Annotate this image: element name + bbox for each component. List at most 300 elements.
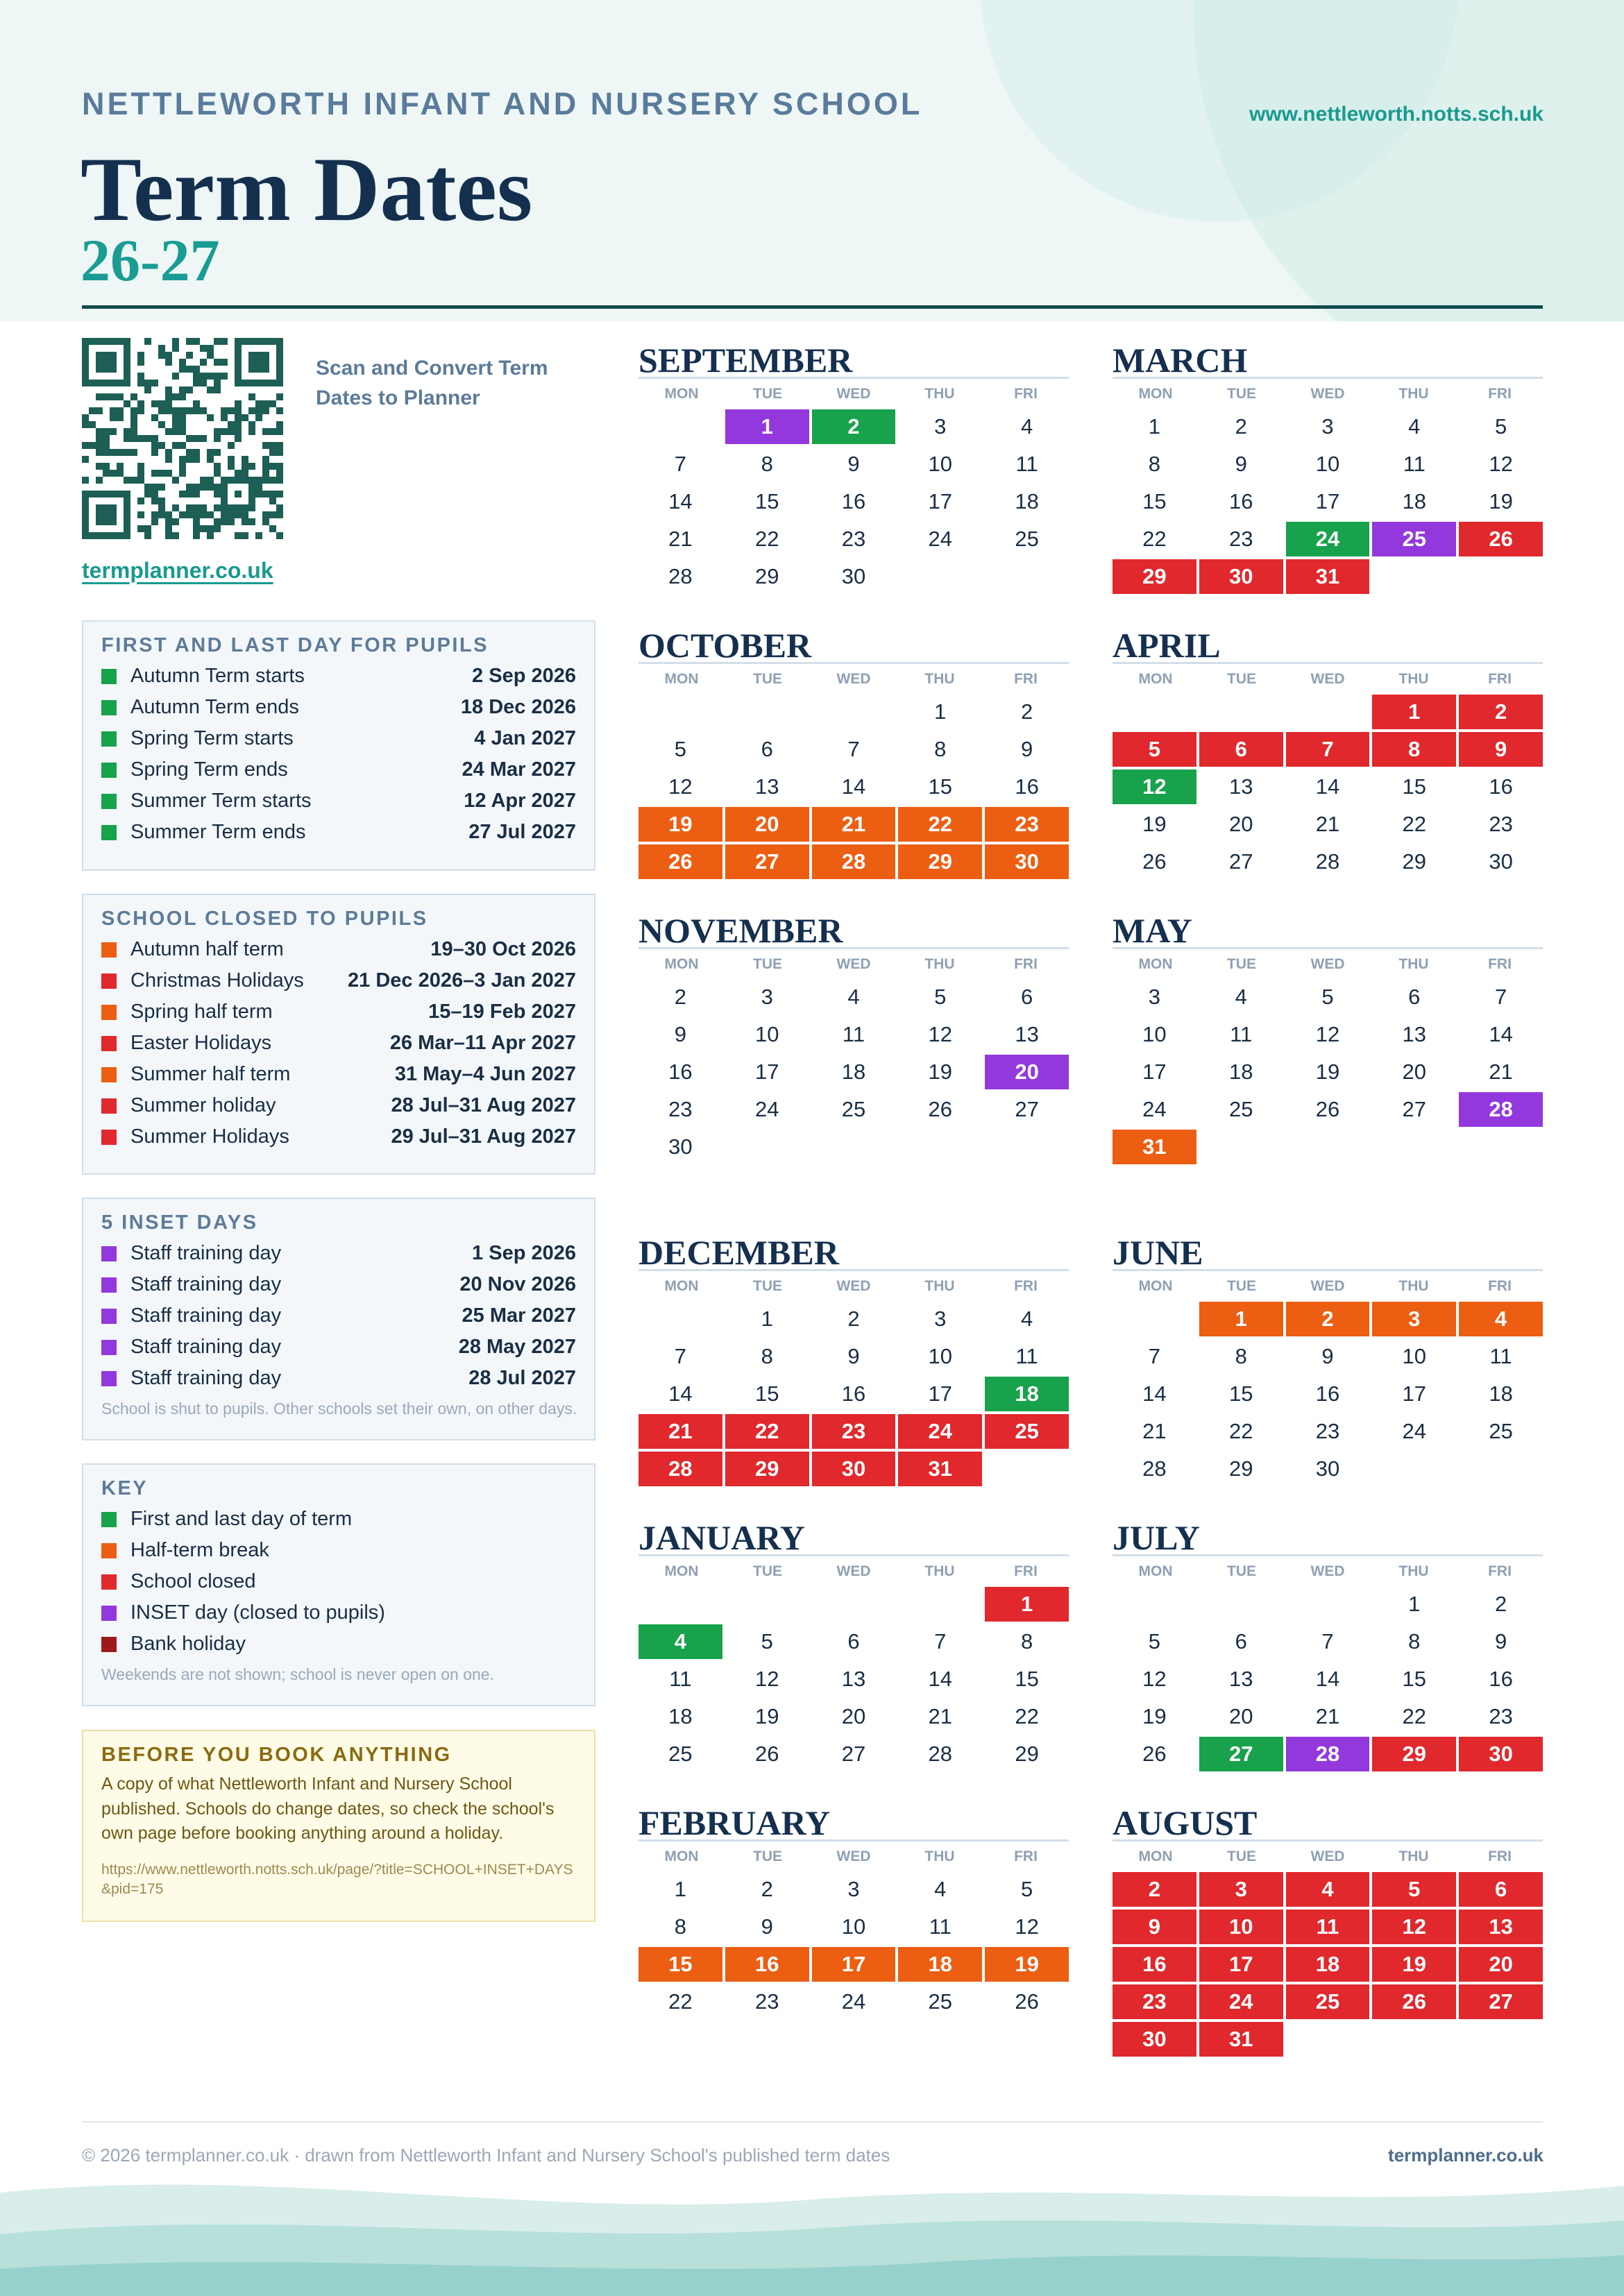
day-cell[interactable]: 15: [754, 489, 779, 513]
day-cell[interactable]: 7: [1286, 732, 1370, 767]
day-cell[interactable]: 29: [1113, 559, 1196, 594]
day-cell[interactable]: 10: [1315, 452, 1340, 476]
day-cell[interactable]: 17: [1142, 1060, 1167, 1084]
day-cell[interactable]: 25: [1372, 522, 1456, 556]
day-cell[interactable]: 19: [985, 1947, 1069, 1982]
day-cell[interactable]: 19: [1142, 1704, 1167, 1728]
row-date: 28 May 2027: [458, 1336, 576, 1358]
day-cell[interactable]: 21: [812, 807, 896, 842]
day-cell[interactable]: 10: [928, 1344, 953, 1368]
day-cell[interactable]: 12: [1315, 1022, 1340, 1046]
day-cell[interactable]: 7: [674, 1344, 687, 1368]
weekday-label: TUE: [753, 1848, 782, 1864]
day-cell[interactable]: 6: [761, 737, 773, 761]
day-cell[interactable]: 13: [1459, 1910, 1543, 1944]
day-cell[interactable]: 24: [898, 1414, 982, 1449]
day-cell[interactable]: 30: [1459, 1737, 1543, 1771]
academic-year: 26-27: [81, 227, 220, 294]
day-cell[interactable]: 24: [1142, 1097, 1167, 1121]
day-cell[interactable]: 9: [761, 1914, 773, 1939]
weekday-label: WED: [836, 1563, 871, 1579]
day-cell[interactable]: 29: [725, 1452, 809, 1486]
day-cell[interactable]: 7: [1148, 1344, 1161, 1368]
day-cell[interactable]: 8: [934, 737, 947, 761]
day-cell[interactable]: 31: [1199, 2022, 1283, 2057]
day-cell[interactable]: 26: [1372, 1984, 1456, 2019]
day-cell[interactable]: 21: [668, 527, 693, 551]
day-cell[interactable]: 9: [1020, 737, 1033, 761]
color-swatch: [101, 1246, 117, 1261]
day-cell[interactable]: 14: [1315, 774, 1340, 799]
day-cell[interactable]: 23: [668, 1097, 693, 1121]
day-cell[interactable]: 16: [1315, 1381, 1340, 1406]
day-cell[interactable]: 9: [1494, 1629, 1507, 1653]
day-cell[interactable]: 19: [638, 807, 722, 842]
day-cell[interactable]: 8: [1372, 732, 1456, 767]
day-cell[interactable]: 9: [847, 1344, 860, 1368]
day-cell[interactable]: 17: [928, 489, 953, 513]
day-cell[interactable]: 20: [1402, 1060, 1427, 1084]
day-cell[interactable]: 18: [1402, 489, 1427, 513]
day-cell[interactable]: 18: [668, 1704, 693, 1728]
day-cell[interactable]: 8: [1148, 452, 1161, 476]
day-cell[interactable]: 25: [1228, 1097, 1253, 1121]
day-cell[interactable]: 16: [841, 1381, 866, 1406]
day-cell[interactable]: 26: [1315, 1097, 1340, 1121]
day-cell[interactable]: 1: [985, 1587, 1069, 1622]
day-cell[interactable]: 10: [1142, 1022, 1167, 1046]
day-cell[interactable]: 18: [1228, 1060, 1253, 1084]
day-cell[interactable]: 31: [1286, 559, 1370, 594]
day-cell[interactable]: 12: [928, 1022, 953, 1046]
day-cell[interactable]: 7: [847, 737, 860, 761]
day-cell[interactable]: 2: [847, 1307, 860, 1331]
day-cell[interactable]: 18: [898, 1947, 982, 1982]
day-cell[interactable]: 8: [1408, 1629, 1421, 1653]
day-cell[interactable]: 20: [1459, 1947, 1543, 1982]
day-cell[interactable]: 17: [812, 1947, 896, 1982]
day-cell[interactable]: 11: [669, 1667, 692, 1691]
weekday-label: THU: [924, 671, 955, 687]
day-cell[interactable]: 3: [761, 985, 773, 1009]
day-cell[interactable]: 8: [761, 1344, 773, 1368]
day-cell[interactable]: 16: [1113, 1947, 1196, 1982]
day-cell[interactable]: 9: [674, 1022, 687, 1046]
day-cell[interactable]: 19: [1372, 1947, 1456, 1982]
day-cell[interactable]: 5: [674, 737, 687, 761]
day-cell[interactable]: 13: [1228, 1667, 1253, 1691]
day-cell[interactable]: 1: [674, 1877, 687, 1901]
day-cell[interactable]: 20: [841, 1704, 866, 1728]
day-cell[interactable]: 14: [928, 1667, 953, 1691]
color-swatch: [101, 1036, 117, 1051]
day-cell[interactable]: 21: [638, 1414, 722, 1449]
day-cell[interactable]: 5: [1113, 732, 1196, 767]
day-cell[interactable]: 8: [761, 452, 773, 476]
day-cell[interactable]: 30: [1199, 559, 1283, 594]
day-cell[interactable]: 17: [1315, 489, 1340, 513]
day-cell[interactable]: 1: [1372, 695, 1456, 729]
day-cell[interactable]: 12: [1142, 1667, 1167, 1691]
footer-link[interactable]: termplanner.co.uk: [1388, 2145, 1543, 2166]
month-august: [1113, 1804, 1543, 2057]
day-cell[interactable]: 8: [674, 1914, 687, 1939]
day-cell[interactable]: 26: [1142, 849, 1167, 874]
day-cell[interactable]: 19: [754, 1704, 779, 1728]
day-cell[interactable]: 12: [754, 1667, 779, 1691]
day-cell[interactable]: 1: [1148, 414, 1161, 439]
day-cell[interactable]: 10: [1199, 1910, 1283, 1944]
day-cell[interactable]: 12: [1113, 769, 1196, 804]
day-cell[interactable]: 19: [928, 1060, 953, 1084]
row-label: Staff training day: [130, 1304, 282, 1327]
day-cell[interactable]: 18: [1015, 489, 1039, 513]
day-cell[interactable]: 15: [928, 774, 953, 799]
day-cell[interactable]: 21: [1489, 1060, 1513, 1084]
day-cell[interactable]: 27: [1199, 1737, 1283, 1771]
day-cell[interactable]: 18: [985, 1377, 1069, 1411]
weekday-label: MON: [664, 1278, 699, 1294]
day-cell[interactable]: 13: [1015, 1022, 1039, 1046]
day-cell[interactable]: 28: [928, 1742, 953, 1766]
day-cell[interactable]: 9: [1235, 452, 1247, 476]
day-cell[interactable]: 22: [1228, 1419, 1253, 1443]
day-cell[interactable]: 16: [725, 1947, 809, 1982]
day-cell[interactable]: 15: [1228, 1381, 1253, 1406]
day-cell[interactable]: 29: [1015, 1742, 1039, 1766]
day-cell[interactable]: 14: [1489, 1022, 1513, 1046]
day-cell[interactable]: 22: [725, 1414, 809, 1449]
day-cell[interactable]: 11: [1015, 1344, 1038, 1368]
day-cell[interactable]: 23: [985, 807, 1069, 842]
day-cell[interactable]: 21: [1315, 1704, 1340, 1728]
day-cell[interactable]: 23: [754, 1989, 779, 2014]
weekday-label: THU: [1398, 1848, 1429, 1864]
day-cell[interactable]: 2: [1020, 699, 1033, 724]
day-cell[interactable]: 27: [1459, 1984, 1543, 2019]
day-cell[interactable]: 26: [638, 844, 722, 879]
day-cell[interactable]: 4: [1235, 985, 1247, 1009]
day-cell[interactable]: 19: [1489, 489, 1513, 513]
day-cell[interactable]: 29: [1228, 1456, 1253, 1481]
day-cell[interactable]: 22: [668, 1989, 693, 2014]
day-cell[interactable]: 21: [1142, 1419, 1167, 1443]
day-cell[interactable]: 26: [754, 1742, 779, 1766]
day-cell[interactable]: 10: [928, 452, 953, 476]
day-cell[interactable]: 11: [1403, 452, 1426, 476]
day-cell[interactable]: 4: [1020, 1307, 1033, 1331]
day-cell[interactable]: 2: [1494, 1592, 1507, 1616]
day-cell[interactable]: 15: [1142, 489, 1167, 513]
day-cell[interactable]: 11: [1286, 1910, 1370, 1944]
day-cell[interactable]: 16: [1489, 774, 1513, 799]
day-cell[interactable]: 24: [1286, 522, 1370, 556]
day-cell[interactable]: 14: [1315, 1667, 1340, 1691]
day-cell[interactable]: 24: [1199, 1984, 1283, 2019]
day-cell[interactable]: 5: [1020, 1877, 1033, 1901]
notice-url[interactable]: https://www.nettleworth.notts.sch.uk/page/?title=SCHOOL+INSET+DAYS&pid=175: [101, 1861, 573, 1897]
day-cell[interactable]: 19: [1315, 1060, 1340, 1084]
day-cell[interactable]: 4: [638, 1624, 722, 1659]
day-cell[interactable]: 9: [1321, 1344, 1334, 1368]
day-cell[interactable]: 29: [1402, 849, 1427, 874]
day-cell[interactable]: 28: [638, 1452, 722, 1486]
day-cell[interactable]: 21: [928, 1704, 953, 1728]
school-website-link[interactable]: www.nettleworth.notts.sch.uk: [1249, 103, 1543, 126]
day-cell[interactable]: 5: [934, 985, 947, 1009]
day-cell[interactable]: 16: [1015, 774, 1039, 799]
day-cell[interactable]: 15: [754, 1381, 779, 1406]
day-cell[interactable]: 6: [1020, 985, 1033, 1009]
day-cell[interactable]: 20: [725, 807, 809, 842]
day-cell[interactable]: 3: [934, 414, 947, 439]
legend-row-spring-term-ends: [101, 754, 576, 785]
day-cell[interactable]: 17: [928, 1381, 953, 1406]
day-cell[interactable]: 16: [841, 489, 866, 513]
day-cell[interactable]: 2: [1459, 695, 1543, 729]
day-cell[interactable]: 26: [1459, 522, 1543, 556]
day-cell[interactable]: 25: [841, 1097, 866, 1121]
day-cell[interactable]: 11: [929, 1914, 951, 1939]
day-grid: [638, 1587, 1069, 1771]
weekday-header: [638, 1563, 1069, 1584]
day-cell[interactable]: 28: [812, 844, 896, 879]
day-cell[interactable]: 10: [841, 1914, 866, 1939]
day-cell[interactable]: 11: [842, 1022, 865, 1046]
day-cell[interactable]: 29: [1372, 1737, 1456, 1771]
day-cell[interactable]: 4: [1286, 1872, 1370, 1907]
day-cell[interactable]: 7: [674, 452, 687, 476]
day-cell[interactable]: 30: [668, 1134, 693, 1159]
day-cell[interactable]: 12: [1489, 452, 1513, 476]
day-cell[interactable]: 18: [1286, 1947, 1370, 1982]
day-cell[interactable]: 8: [1235, 1344, 1247, 1368]
day-cell[interactable]: 20: [1228, 812, 1253, 836]
day-cell[interactable]: 5: [1494, 414, 1507, 439]
day-cell[interactable]: 25: [668, 1742, 693, 1766]
month-february: [638, 1804, 1069, 2019]
day-cell[interactable]: 29: [754, 564, 779, 588]
day-cell[interactable]: 18: [841, 1060, 866, 1084]
day-cell[interactable]: 25: [1015, 527, 1039, 551]
day-cell[interactable]: 1: [725, 409, 809, 444]
day-cell[interactable]: 22: [1015, 1704, 1039, 1728]
day-cell[interactable]: 28: [668, 564, 693, 588]
day-cell[interactable]: 23: [841, 527, 866, 551]
weekday-label: THU: [924, 1848, 955, 1864]
day-cell[interactable]: 28: [1459, 1092, 1543, 1127]
day-cell[interactable]: 4: [1408, 414, 1421, 439]
day-cell[interactable]: 30: [1113, 2022, 1196, 2057]
day-cell[interactable]: 29: [898, 844, 982, 879]
day-cell[interactable]: 6: [1199, 732, 1283, 767]
day-cell[interactable]: 5: [1321, 985, 1334, 1009]
day-cell[interactable]: 12: [668, 774, 693, 799]
day-cell[interactable]: 4: [1459, 1302, 1543, 1336]
termplanner-link[interactable]: termplanner.co.uk: [82, 558, 273, 583]
day-cell[interactable]: 14: [841, 774, 866, 799]
day-cell[interactable]: 16: [1228, 489, 1253, 513]
day-cell[interactable]: 28: [1286, 1737, 1370, 1771]
day-cell[interactable]: 17: [1402, 1381, 1427, 1406]
day-cell[interactable]: 21: [1315, 812, 1340, 836]
day-cell[interactable]: 1: [1199, 1302, 1283, 1336]
day-cell[interactable]: 6: [1459, 1872, 1543, 1907]
day-cell[interactable]: 9: [847, 452, 860, 476]
day-cell[interactable]: 3: [1321, 414, 1334, 439]
day-cell[interactable]: 20: [1228, 1704, 1253, 1728]
weekday-label: WED: [1310, 1848, 1345, 1864]
day-cell[interactable]: 9: [1459, 732, 1543, 767]
day-cell[interactable]: 27: [725, 844, 809, 879]
day-cell[interactable]: 10: [1402, 1344, 1427, 1368]
day-cell[interactable]: 23: [1489, 812, 1513, 836]
day-cell[interactable]: 11: [1015, 452, 1038, 476]
day-cell[interactable]: 7: [1494, 985, 1507, 1009]
day-cell[interactable]: 18: [1489, 1381, 1513, 1406]
day-cell[interactable]: 27: [841, 1742, 866, 1766]
day-cell[interactable]: 12: [1015, 1914, 1039, 1939]
day-cell[interactable]: 4: [847, 985, 860, 1009]
day-cell[interactable]: 5: [1148, 1629, 1161, 1653]
day-cell[interactable]: 5: [1372, 1872, 1456, 1907]
day-cell[interactable]: 28: [1142, 1456, 1167, 1481]
day-cell[interactable]: 14: [668, 489, 693, 513]
month-name: AUGUST: [1113, 1804, 1543, 1842]
weekday-label: THU: [924, 956, 955, 972]
day-cell[interactable]: 13: [841, 1667, 866, 1691]
day-cell[interactable]: 30: [985, 844, 1069, 879]
day-cell[interactable]: 2: [674, 985, 687, 1009]
day-cell[interactable]: 23: [1113, 1984, 1196, 2019]
day-cell[interactable]: 1: [761, 1307, 773, 1331]
day-cell[interactable]: 17: [1199, 1947, 1283, 1982]
row-date: 21 Dec 2026–3 Jan 2027: [348, 969, 576, 992]
empty-cell: [725, 695, 809, 729]
qr-code-icon[interactable]: [82, 338, 283, 539]
day-cell[interactable]: 30: [841, 564, 866, 588]
day-cell[interactable]: 22: [754, 527, 779, 551]
day-cell[interactable]: 25: [1286, 1984, 1370, 2019]
day-cell[interactable]: 4: [1020, 414, 1033, 439]
day-cell[interactable]: 23: [812, 1414, 896, 1449]
day-cell[interactable]: 23: [1315, 1419, 1340, 1443]
day-cell[interactable]: 8: [1020, 1629, 1033, 1653]
day-cell[interactable]: 24: [841, 1989, 866, 2014]
day-cell[interactable]: 2: [761, 1877, 773, 1901]
day-cell[interactable]: 28: [1315, 849, 1340, 874]
day-cell[interactable]: 1: [934, 699, 947, 724]
day-cell[interactable]: 13: [754, 774, 779, 799]
day-cell[interactable]: 30: [812, 1452, 896, 1486]
day-cell[interactable]: 2: [1235, 414, 1247, 439]
day-cell[interactable]: 17: [754, 1060, 779, 1084]
day-cell[interactable]: 26: [1142, 1742, 1167, 1766]
day-cell[interactable]: 16: [1489, 1667, 1513, 1691]
day-cell[interactable]: 10: [754, 1022, 779, 1046]
day-cell[interactable]: 14: [1142, 1381, 1167, 1406]
notice-body: A copy of what Nettleworth Infant and Nursery School published. Schools do change dates, so check the school's own page before booking anything around a holiday.: [101, 1774, 555, 1843]
day-cell[interactable]: 3: [1372, 1302, 1456, 1336]
day-cell[interactable]: 15: [1402, 1667, 1427, 1691]
day-cell[interactable]: 27: [1015, 1097, 1039, 1121]
row-label: Staff training day: [130, 1336, 282, 1358]
color-swatch: [101, 731, 117, 747]
day-cell[interactable]: 22: [1402, 812, 1427, 836]
day-cell[interactable]: 26: [1015, 1989, 1039, 2014]
row-label: Staff training day: [130, 1367, 282, 1389]
day-cell[interactable]: 31: [898, 1452, 982, 1486]
day-cell[interactable]: 6: [1408, 985, 1421, 1009]
box-title: SCHOOL CLOSED TO PUPILS: [101, 908, 428, 930]
day-cell[interactable]: 1: [1408, 1592, 1421, 1616]
day-cell[interactable]: 15: [1015, 1667, 1039, 1691]
day-cell[interactable]: 15: [638, 1947, 722, 1982]
day-cell[interactable]: 30: [1315, 1456, 1340, 1481]
day-cell[interactable]: 24: [928, 527, 953, 551]
day-cell[interactable]: 15: [1402, 774, 1427, 799]
day-cell[interactable]: 25: [985, 1414, 1069, 1449]
day-cell[interactable]: 24: [754, 1097, 779, 1121]
day-cell[interactable]: 22: [1402, 1704, 1427, 1728]
weekday-label: THU: [1398, 386, 1429, 402]
day-cell[interactable]: 25: [928, 1989, 953, 2014]
day-cell[interactable]: 13: [1402, 1022, 1427, 1046]
row-date: 31 May–4 Jun 2027: [394, 1063, 576, 1085]
day-cell[interactable]: 22: [1142, 527, 1167, 551]
day-cell[interactable]: 25: [1489, 1419, 1513, 1443]
row-date: 26 Mar–11 Apr 2027: [389, 1032, 576, 1054]
day-cell[interactable]: 2: [1113, 1872, 1196, 1907]
day-cell[interactable]: 3: [847, 1877, 860, 1901]
day-cell[interactable]: 30: [1489, 849, 1513, 874]
day-cell[interactable]: 27: [1228, 849, 1253, 874]
footer-copyright: © 2026 termplanner.co.uk · drawn from Nettleworth Infant and Nursery School's published term dates: [82, 2145, 890, 2166]
day-cell[interactable]: 2: [812, 409, 896, 444]
day-cell[interactable]: 24: [1402, 1419, 1427, 1443]
day-cell[interactable]: 26: [928, 1097, 953, 1121]
weekday-label: THU: [924, 1563, 955, 1579]
day-cell[interactable]: 2: [1286, 1302, 1370, 1336]
day-cell[interactable]: 5: [761, 1629, 773, 1653]
day-cell[interactable]: 12: [1372, 1910, 1456, 1944]
day-cell[interactable]: 14: [668, 1381, 693, 1406]
qr-caption: Scan and Convert Term Dates to Planner: [316, 357, 548, 409]
day-cell[interactable]: 16: [668, 1060, 693, 1084]
day-cell[interactable]: 23: [1228, 527, 1253, 551]
day-cell[interactable]: 3: [1199, 1872, 1283, 1907]
day-cell[interactable]: 7: [1321, 1629, 1334, 1653]
day-cell[interactable]: 6: [847, 1629, 860, 1653]
day-cell[interactable]: 6: [1235, 1629, 1247, 1653]
day-cell[interactable]: 4: [934, 1877, 947, 1901]
row-label: Autumn Term ends: [130, 696, 299, 718]
day-cell[interactable]: 13: [1228, 774, 1253, 799]
day-cell[interactable]: 3: [934, 1307, 947, 1331]
day-cell[interactable]: 11: [1230, 1022, 1253, 1046]
day-cell[interactable]: 19: [1142, 812, 1167, 836]
weekday-label: TUE: [1227, 386, 1256, 402]
day-cell[interactable]: 22: [898, 807, 982, 842]
day-cell[interactable]: 9: [1113, 1910, 1196, 1944]
day-cell[interactable]: 23: [1489, 1704, 1513, 1728]
day-cell[interactable]: 3: [1148, 985, 1161, 1009]
day-cell[interactable]: 7: [934, 1629, 947, 1653]
day-cell[interactable]: 11: [1489, 1344, 1512, 1368]
day-cell[interactable]: 20: [985, 1055, 1069, 1089]
day-cell[interactable]: 27: [1402, 1097, 1427, 1121]
day-cell[interactable]: 31: [1113, 1130, 1196, 1164]
